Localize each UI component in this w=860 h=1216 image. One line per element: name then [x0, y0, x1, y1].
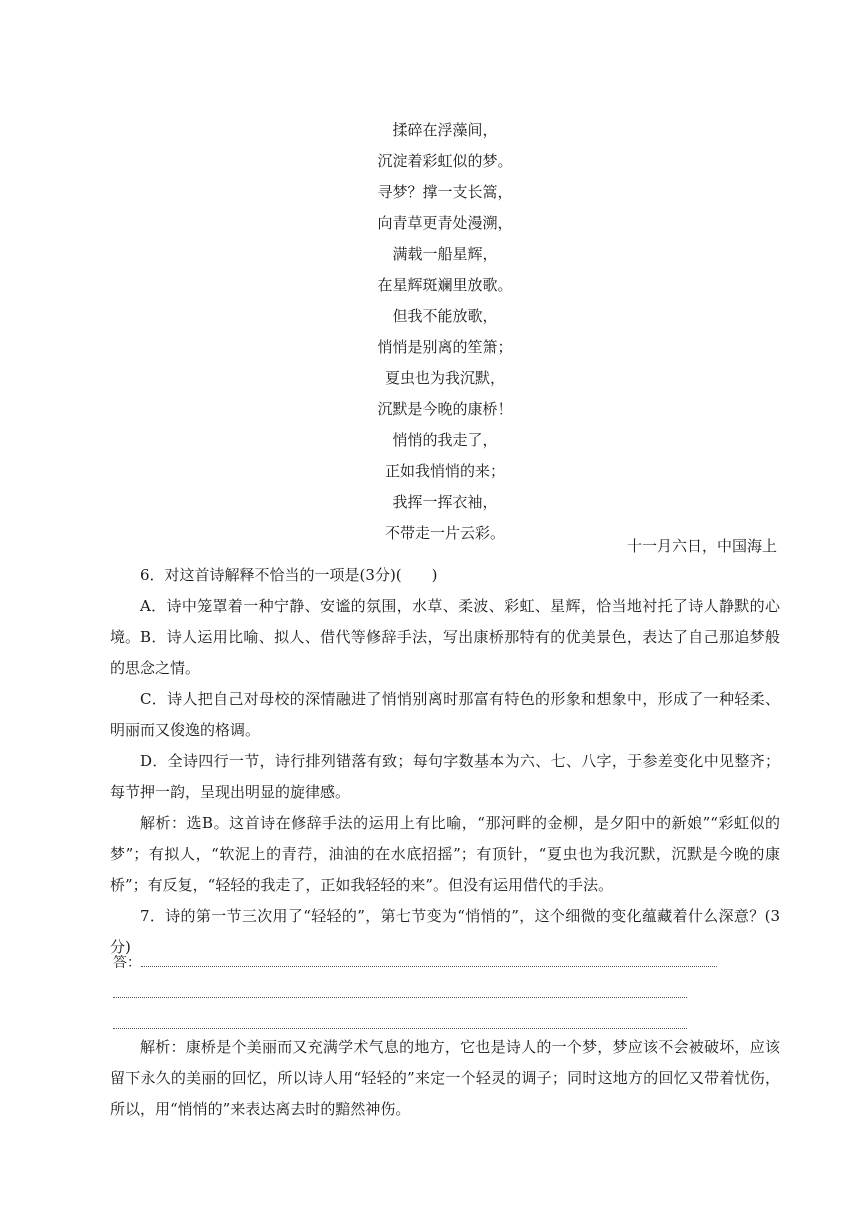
poem-line: 沉淀着彩虹似的梦。	[377, 152, 513, 170]
question-6-analysis: 解析：选B。这首诗在修辞手法的运用上有比喻，“那河畔的金柳，是夕阳中的新娘”“彩虹似的梦”；有拟人，“软泥上的青荇，油油的在水底招摇”；有顶针，“夏虫也为我沉默，沉默是今晚的康桥”；有反复，“轻轻的我走了，正如我轻轻的来”。但没有运用借代的手法。	[110, 814, 780, 894]
poem-line: 悄悄的我走了，	[392, 431, 498, 449]
poem-line: 但我不能放歌，	[392, 307, 498, 325]
poem-line: 夏虫也为我沉默，	[384, 369, 505, 387]
answer-line-2[interactable]	[113, 984, 687, 1004]
poem-line: 不带走一片云彩。	[384, 524, 505, 542]
question-6-stem: 6．对这首诗解释不恰当的一项是(3分)( )	[140, 566, 438, 584]
poem-line: 满载一船星辉，	[392, 245, 498, 263]
answer-dotted-line	[141, 954, 717, 967]
poem-line: 在星辉斑斓里放歌。	[377, 276, 513, 294]
poem-line: 悄悄是别离的笙箫；	[377, 338, 513, 356]
question-6-option-b: B．诗人运用比喻、拟人、借代等修辞手法，写出康桥那特有的优美景色，表达了自己那追梦般的思念之情。	[110, 628, 780, 677]
question-6-option-a: A．诗中笼罩着一种宁静、安谧的氛围，水草、柔波、彩虹、星辉，恰当地衬托了诗人静默的心境。	[110, 597, 780, 646]
question-6-option-c: C．诗人把自己对母校的深情融进了悄悄别离时那富有特色的形象和想象中，形成了一种轻柔、明丽而又俊逸的格调。	[110, 690, 780, 739]
poem-line: 寻梦？撑一支长篙，	[377, 183, 513, 201]
question-7-analysis: 解析：康桥是个美丽而又充满学术气息的地方，它也是诗人的一个梦，梦应该不会被破坏，应该留下永久的美丽的回忆，所以诗人用“轻轻的”来定一个轻灵的调子；同时这地方的回忆又带着忧伤，所以，用“悄悄的”来表达离去时的黯然神伤。	[110, 1038, 780, 1118]
poem-line: 我挥一挥衣袖，	[392, 493, 498, 511]
answer-line-1[interactable]	[113, 953, 717, 973]
poem-line: 向青草更青处漫溯，	[377, 214, 513, 232]
question-7-stem: 7．诗的第一节三次用了“轻轻的”，第七节变为“悄悄的”，这个细微的变化蕴藏着什么深意？(3分)	[110, 907, 780, 956]
poem-line: 揉碎在浮藻间，	[392, 121, 498, 139]
poem-line: 正如我悄悄的来；	[384, 462, 505, 480]
answer-dotted-line	[113, 985, 687, 998]
answer-dotted-line	[113, 1016, 687, 1029]
poem-line: 沉默是今晚的康桥！	[377, 400, 513, 418]
answer-label: 答：	[113, 955, 141, 971]
question-6-option-d: D．全诗四行一节，诗行排列错落有致；每句字数基本为六、七、八字，于参差变化中见整齐；每节押一韵，呈现出明显的旋律感。	[110, 752, 780, 801]
poem-date: 十一月六日，中国海上	[626, 537, 777, 555]
